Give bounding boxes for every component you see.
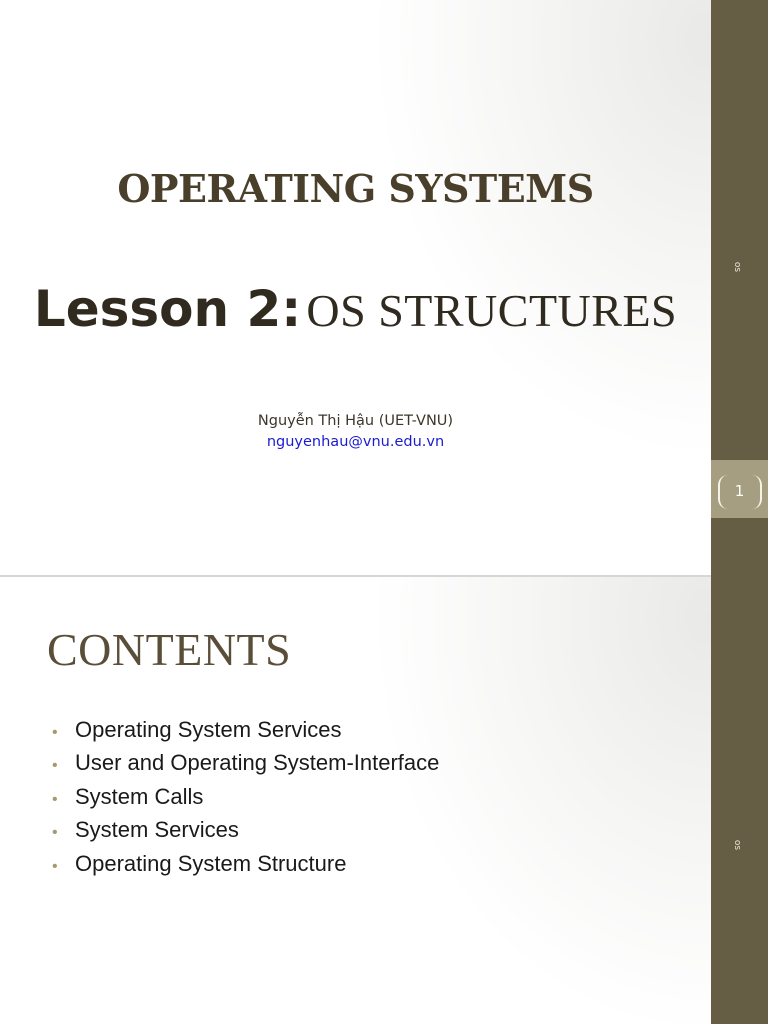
list-item: • Operating System Structure bbox=[52, 847, 439, 880]
slide-title: OPERATING SYSTEMS bbox=[117, 166, 594, 211]
lesson-topic: OS STRUCTURES bbox=[306, 285, 678, 336]
list-item: • System Services bbox=[52, 813, 439, 846]
list-item: • User and Operating System-Interface bbox=[52, 746, 439, 779]
lesson-prefix: Lesson 2: bbox=[33, 280, 302, 338]
lesson-title bbox=[0, 280, 711, 338]
contents-list bbox=[52, 713, 439, 880]
sidebar-tag: os bbox=[732, 261, 742, 273]
bullet-icon: • bbox=[52, 824, 58, 842]
list-item: • System Calls bbox=[52, 780, 439, 813]
page-number: 1 bbox=[734, 482, 745, 500]
sidebar-tag-2: os bbox=[732, 839, 742, 851]
list-item: • Operating System Services bbox=[52, 713, 439, 746]
bullet-icon: • bbox=[52, 857, 58, 875]
bullet-icon: • bbox=[52, 757, 58, 775]
bullet-icon: • bbox=[52, 790, 58, 808]
author-name: Nguyễn Thị Hậu (UET-VNU) bbox=[257, 413, 454, 429]
contents-heading: CONTENTS bbox=[47, 624, 292, 675]
bullet-icon: • bbox=[52, 724, 58, 741]
author-email-link[interactable]: nguyenhau@vnu.edu.vn bbox=[266, 434, 445, 450]
